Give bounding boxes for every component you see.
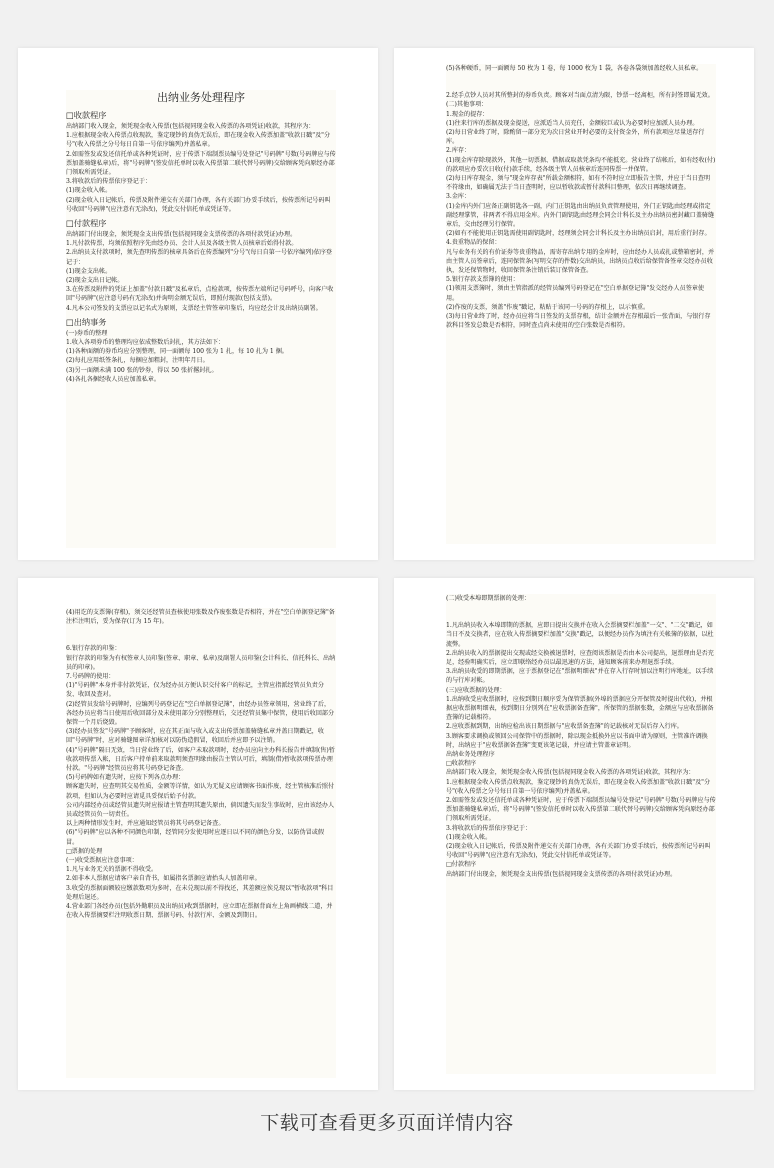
section-heading: □收款程序 bbox=[66, 110, 107, 120]
page-1-content bbox=[66, 90, 336, 548]
document-page-4 bbox=[394, 578, 754, 1090]
paragraph: 2.经手点钞人员对其所整封的券币负责。顾客对当面点清为限，钞票一经离柜，所有封签即属无效。 bbox=[446, 92, 714, 100]
section-heading: □出纳事务 bbox=[66, 316, 107, 327]
paragraph-gap bbox=[446, 603, 716, 612]
paragraph: (4)用讫的支票簿(存根)，须交还经管员查核使用张数及作废张数是否相符，并在"空白单据登记簿"备注栏注明后，妥为保存(订为 15 年)。 bbox=[66, 609, 335, 626]
paragraph: (2)每日营业终了时，除酌留一部分充为次日营业开时必要的支付资金外，所有款项应尽量送存行库。 bbox=[446, 129, 705, 146]
paragraph: (1)领用支票簿时，须由主管指派的经管员编列号码登记在"空白单据登记簿"发交经办人员签章使用。 bbox=[446, 285, 704, 302]
paragraph: 出纳部门收入现金，须凭现金收入传票(包括视同现金收入传票的各项凭证)收款，其程序为： bbox=[66, 123, 315, 130]
document-title: 出纳业务处理程序 bbox=[157, 91, 245, 104]
paragraph: (2)作废的支票，须盖"作废"戳记，粘贴于该同一号码的存根上，以示慎重。 bbox=[446, 303, 650, 311]
paragraph: 1.出纳收受应收票据时，应按到期日顺序妥为保管票据(外埠的票据应分开保管及时提出代收)，并根据应收票据明细表，按到期日分别列在"应收票据备查簿"，所保管的票据张数，金额应与应收票据备查簿的记载相符。 bbox=[446, 695, 714, 722]
paragraph: 1.凡付款传票，均须依照程序先由经办员、会计人员及各级主管人员核章后始得付款。 bbox=[66, 240, 298, 248]
paragraph: (2)每日库存现金，须与"现金库存表"所载金额相符，如有不符时应立即报告主管，并应于当日查明不符缘由，如确属无法于当日查明时，应以暂收款或暂付款科目整理，依次日再继续调查。 bbox=[446, 175, 711, 192]
paragraph: 3.顾客要求调换或领回公司保管中的票据时，除以现金抵换外应以书面申请为原则，主管准许调换时，出纳应于"应收票据备查簿"变更该笔记载，并应请主管盖章证明。 bbox=[446, 732, 708, 749]
paragraph: (1)往来行库的票据及现金提送，应派适当人员充任，金额较巨或认为必要时应加派人员办理。 bbox=[446, 119, 699, 127]
page-2-blocks bbox=[446, 64, 716, 330]
paragraph: (4)"号码牌"隔日无效，当日营业终了后，如客户未取款项时，经办员应向主办科长报告并填制(售)暂收款项传票入帐，日后客户持单前来取款明须查明缘由报告主管认可后，填制(借)暂收款项传票办理付款。"号码牌"经管员应将其号码登记备查。 bbox=[66, 746, 335, 773]
paragraph: (5)各种硬币，同一面额每 50 枚为 1 卷，每 1000 枚为 1 袋，各卷各袋须加盖经收人员私章。 bbox=[446, 65, 703, 72]
paragraph: (3)另一面额未满 100 张的钞券，得以 50 张折撂封扎。 bbox=[66, 366, 218, 374]
paragraph: (2)现金收入日记帐后，传票及附件递交有关部门办理，各有关部门办妥手续后，按传票所记号码叫号收回"号码牌"(应注意有无涂改)，凭此交付信托单或凭证等。 bbox=[446, 843, 711, 860]
paragraph: (一)券币的整理 bbox=[66, 329, 108, 337]
paragraph: (1)"号码牌"本身并非付款凭证，仅为经办员方便认识交付客户的标记，主管应指派经管员负责分发、收回及查对。 bbox=[66, 682, 324, 699]
paragraph: (1)现金库存除现款外，其他一切票据、借据或取款凭条均不能抵充。营业终了结帐后，如有经收(付)的款项应办妥次日收(付)款手续，经各级主管人员核章后连同传票一并保管。 bbox=[446, 156, 716, 173]
paragraph: 1.现金的提存： bbox=[446, 110, 489, 118]
paragraph: 4.贵重物品的保留： bbox=[446, 239, 501, 247]
paragraph: 以上两种情形发生时，并应通知经管员将其号码登记备查。 bbox=[66, 820, 225, 828]
paragraph: 出纳部门收入现金，须凭现金收入传票(包括视同现金收入传票的各项凭证)收款，其程序为： bbox=[446, 769, 695, 777]
download-more-caption: 下载可查看更多页面详情内容 bbox=[260, 1112, 514, 1134]
paragraph: 6.银行存款的印鉴： bbox=[66, 645, 121, 653]
paragraph: 3.金库： bbox=[446, 193, 471, 201]
page-3-content bbox=[66, 608, 336, 1078]
paragraph: 3.收受的票据面额较应缴款数项为多时，在未兑现以前不得找还，其差额应俟兑现以"暂收款项"科目处理后退还。 bbox=[66, 884, 334, 901]
page-1-blocks bbox=[66, 109, 336, 384]
paragraph: □票据的处理 bbox=[66, 847, 103, 855]
paragraph: 2.应收票据到期，出纳应检出该日期票据与"应收票备查簿"的记载核对无误后存入行库。 bbox=[446, 723, 683, 731]
paragraph: 4.营业部门各经办员(包括外勤职员及出纳员)收到票据时，应立即在票据背面左上角画横线二道，并在收入传票摘要栏注明收票日期、票据号码、付款行库、金额及到期日。 bbox=[66, 903, 333, 920]
paragraph: 3.在传票及附件的凭证上加盖"付款日戳"及私章后，点检款项，按传票左端所记号码呼号，向客户收回"号码牌"(应注意号码有无涂改)并询明金额无误后，即照付现款(包括支票)。 bbox=[66, 286, 334, 303]
paragraph: □付款程序 bbox=[446, 861, 477, 869]
paragraph: (二)其他事项： bbox=[446, 101, 488, 109]
paragraph: 1.应根据现金收入传票点收现款，鉴定现钞的真伪无误后，即在现金收入传票加盖"收款日戳"及"分号"(收入传票之分号每日自第一号依序编列)并盖私章。 bbox=[66, 132, 331, 149]
section-heading: □付款程序 bbox=[66, 218, 107, 229]
paragraph: 出纳部门付出现金，须凭现金支出传票(包括视同现金支票传票的各项付款凭证)办理。 bbox=[66, 231, 297, 239]
paragraph-gap bbox=[66, 626, 336, 635]
paragraph: (1)现金收入帐。 bbox=[446, 833, 492, 841]
document-page-2 bbox=[394, 48, 754, 560]
paragraph: (2)经管员发给号码牌时，应编列号码登记在"空白单据登记簿"，由经办员签章领用，营业终了后，各经办员应将当日使用后收回部分及未使用部分分别整理后，交还经管员集中保管，使用后收回部分保管一个月后烧毁。 bbox=[66, 700, 335, 727]
paragraph: (1)各种面额的券币均应分别整理，同一面额每 100 张为 1 扎，每 10 扎为 1 捆。 bbox=[66, 348, 288, 356]
page-4-blocks bbox=[446, 594, 716, 879]
paragraph: 3.将收款后的传票依序登记于： bbox=[446, 824, 532, 832]
paragraph: (2)如有不能使用正钥匙需使用副钥匙时，经理须会同会计科长及主办出纳员启封，用后重行封存。 bbox=[446, 230, 711, 238]
paragraph: (2)每扎应用纸签条扎，每捆应加粗封，注明年月日。 bbox=[66, 357, 209, 365]
paragraph: 出纳业务处理程序 bbox=[446, 751, 495, 759]
paragraph: (二)收受本埠即期票据的处理： bbox=[446, 595, 530, 602]
paragraph: 公司内部经办员或经管员遗失时应报请主管查明其遗失原由，倘因遗失而发生事故时，应由该经办人员或经管员负一切责任。 bbox=[66, 801, 335, 819]
paragraph: (2)现金支出日记帐。 bbox=[66, 277, 124, 285]
paragraph: 2.如非本人票据应请客户亲自背书，如属指名票据应请抬头人加盖印章。 bbox=[66, 875, 261, 883]
paragraph: (4)各扎各捆经收人员应加盖私章。 bbox=[66, 375, 160, 383]
paragraph: 1.收入各项券币的整理均应依成整数后封扎，其方法如下： bbox=[66, 339, 225, 347]
paragraph: (3)每日营业终了时，经办员应将当日签发的支票存根，结计金额并在存根最后一张背面，与银行存款科目签发总数是否相符，同时查点尚未使用的空白张数是否相符。 bbox=[446, 313, 711, 330]
paragraph: 5.银行存款支票簿的使用： bbox=[446, 276, 519, 284]
paragraph: 2.如需签发或发还信托单或各种凭证时，应于传票下端制票员编号处登记"号码牌"号数(号码牌应与传票加盖骑缝私章)后，将"号码牌"(签发信托单时以收入传票第二联代替号码牌)交给顾客凭向原经办部门领取所需凭证。 bbox=[446, 797, 716, 823]
paragraph: 出纳部门付出现金，须凭现金支出传票(包括视同现金支票传票的各项付款凭证)办理。 bbox=[446, 870, 677, 878]
paragraph: 2.如需签发或发还信托单或各种凭证时，应于传票下端制票员编号处登记"号码牌"号数(号码牌应与传票加盖骑缝私章)后，将"号码牌"(签发信托单时以收入传票第二联代替号码牌)交给顾客凭向原经办部门领取所需凭证。 bbox=[66, 150, 336, 177]
paragraph: (5)号码牌如有遗失时，应按下列各点办理： bbox=[66, 774, 185, 782]
document-page-3 bbox=[18, 578, 378, 1090]
paragraph-gap bbox=[66, 635, 336, 644]
page-2-content bbox=[446, 64, 716, 544]
paragraph-gap bbox=[446, 612, 716, 621]
paragraph: 2.出纳员收入的票据提出交现或经交换被退票时，应查阅该票据是否由本公司提出，退票理由是否充足，经验明确实后，应立即联络经办员以最迅速的方法，通知顾客前来办理退票手续。 bbox=[446, 649, 714, 667]
paragraph: 1.凡出纳员收入本埠即期的票据，应即日提出交换并在收入会票摘要栏加盖"一交"、"二交"戳记，如当日不及交换者，应在收入传票摘要栏加盖"交换"戳记，以便经办员作为填注有关帐簿的依据，以杜流弊。 bbox=[446, 622, 714, 648]
paragraph: 3.将收款后的传票依序登记于： bbox=[66, 178, 152, 186]
paragraph: 1.凡与业务无关的票据不得收受。 bbox=[66, 866, 158, 874]
paragraph: 顾客遗失时，应查明其交易性质，金额等详情，如认为无疑义应请顾客书面作废，经主管核准后照付款项，但如认为必要时应请觅具妥保后始予付款。 bbox=[66, 783, 335, 800]
paragraph: 凡与业务有关的有价证券等贵重物品，需寄存出纳专用的金库时，应由经办人员或扎或整箱密封，并由主管人员签章后，连同保管条(写明交存的件数)交出纳员，出纳员点收后给保管备签章交经办员收执，发还保管物时，收回保管条注销后装订保管备查。 bbox=[446, 248, 715, 275]
paragraph: (1)金库内外门应备正副钥匙各一副，内门正钥匙由出纳员负责管理使用，外门正钥匙由经理或指定副经理掌管，非两者不得启用金库。内外门副钥匙由经理会同会计科长及主办出纳员密封藏口盖骑缝章后，交由经理另行保管。 bbox=[446, 202, 715, 229]
paragraph-gap bbox=[446, 73, 716, 82]
paragraph: (三)应收票据的处理： bbox=[446, 686, 506, 694]
paragraph: 7.号码牌的使用： bbox=[66, 673, 115, 681]
paragraph: (1)现金支出帐。 bbox=[66, 267, 112, 275]
page-3-blocks bbox=[66, 608, 336, 921]
paragraph: 2.库存： bbox=[446, 147, 471, 155]
paragraph: 4.凡本公司签发的支票应以记名式为原则，支票经主管签章印鉴后，均应经会计及出纳员副署。 bbox=[66, 304, 322, 312]
paragraph: (6)"号码牌"应以各种不同颜色印制，经管同分发使用时应逐日以不同的颜色分发，以防伪冒或假冒。 bbox=[66, 829, 324, 846]
document-page-1 bbox=[18, 48, 378, 560]
paragraph: (1)现金收入帐。 bbox=[66, 187, 112, 195]
page-4-content bbox=[446, 594, 716, 1074]
paragraph: 1.应根据现金收入传票点收现款，鉴定现钞的真伪无误后，即在现金收入传票加盖"收款日戳"及"分号"(收入传票之分号每日自第一号依序编列)并盖私章。 bbox=[446, 778, 711, 795]
paragraph-gap bbox=[446, 82, 716, 91]
paragraph: 3.出纳员收受的即期票据，应于票据登记在"票据明细表"并在存入行存时加以注明行库地址，以手续的与行库对帐。 bbox=[446, 668, 714, 685]
paragraph: (3)经办员签发"号码牌"予顾客时，应在其正面与收入或支出传票加盖骑缝私章并盖日期戳记，收回"号码牌"时，应对骑缝图章详加核对以防伪造假冒，收回后并应即予以注销。 bbox=[66, 728, 324, 745]
paragraph: 2.出纳员支付款项时，须先查明传票的核章具备后在传票编列"分号"(每日自第一号依序编列)依序登记于： bbox=[66, 249, 333, 266]
paragraph: (2)现金收入日记帐后，传票及附件递交有关部门办理，各有关部门办妥手续后，按传票所记号码叫号收回"号码牌"(应注意有无涂改)，凭此交付信托单或凭证等。 bbox=[66, 196, 331, 213]
paragraph: □收款程序 bbox=[446, 760, 477, 768]
paragraph: (一)收受票据应注意事项： bbox=[66, 857, 138, 865]
paragraph: 银行存款的印鉴为有权签章人员印鉴(签章、职章、私章)及副署人员印鉴(会计科长、信托科长、出纳员的印章)。 bbox=[66, 654, 336, 671]
